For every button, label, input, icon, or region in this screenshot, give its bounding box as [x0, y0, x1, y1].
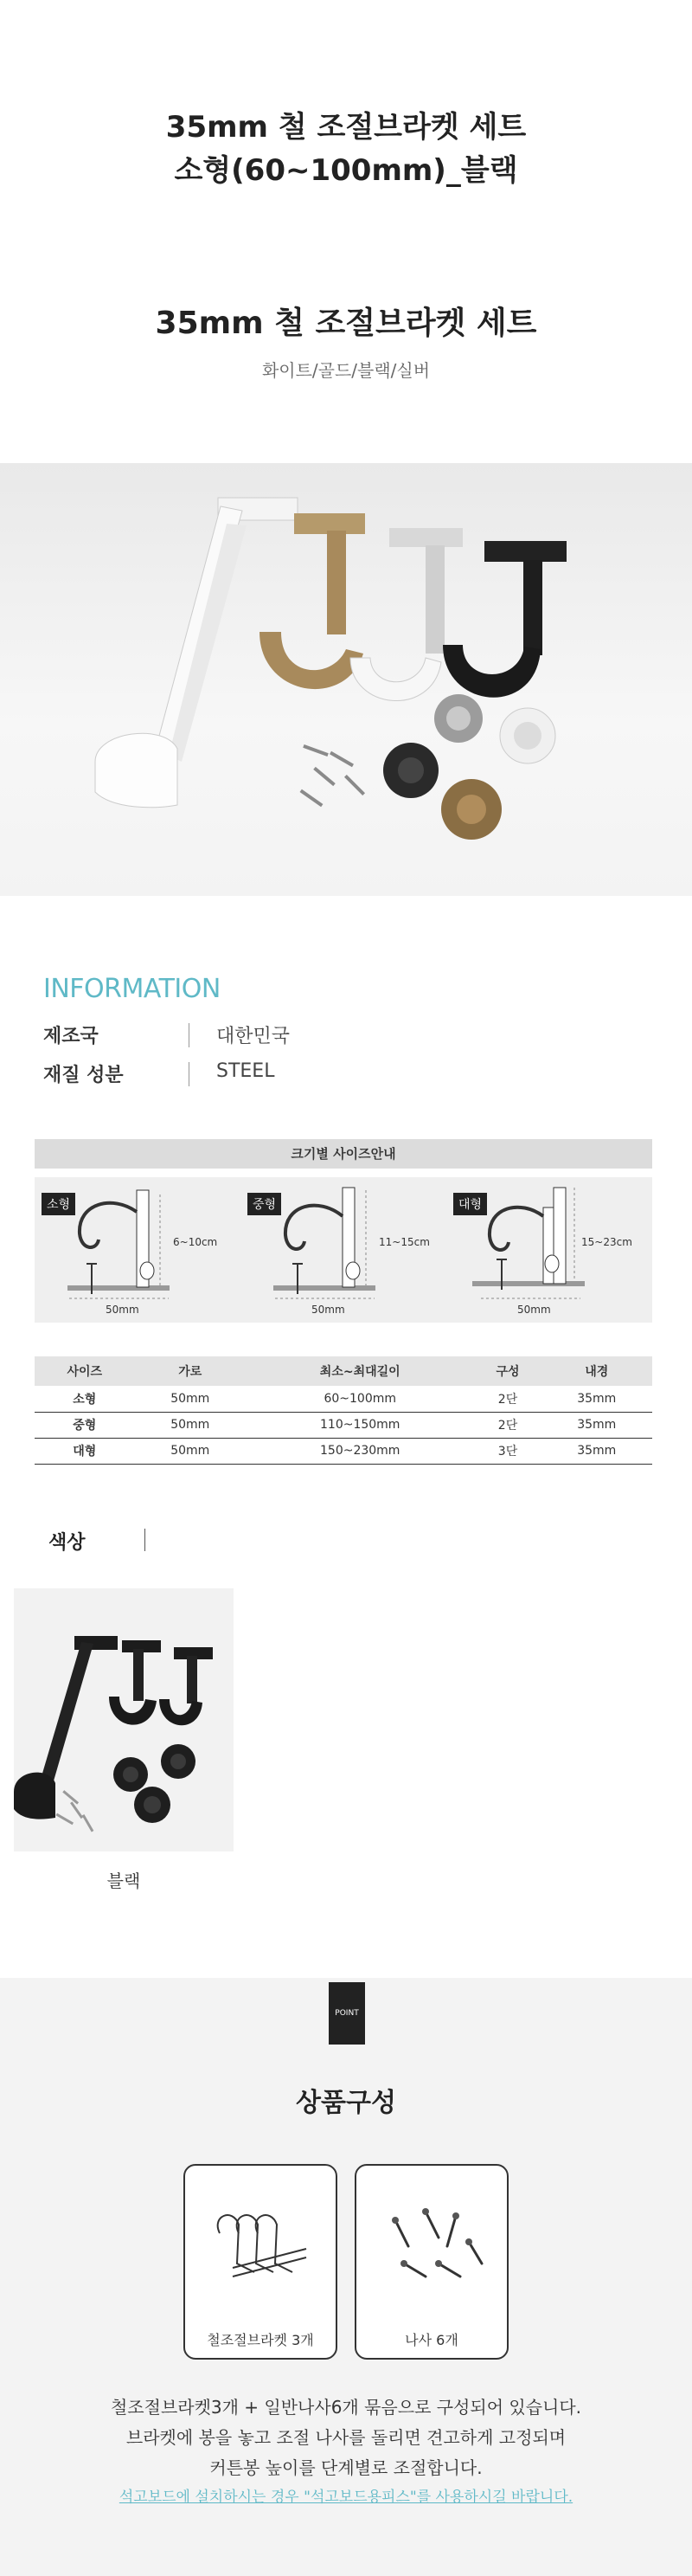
- table-cell: 150~230mm: [246, 1438, 475, 1464]
- table-cell: 50mm: [135, 1412, 246, 1438]
- table-row: [35, 1412, 652, 1438]
- info-value: 대한민국: [216, 1026, 291, 1047]
- product-title: [0, 106, 692, 192]
- brackets-outline-icon: [185, 2181, 339, 2311]
- information-heading: INFORMATION: [43, 974, 221, 1004]
- product-title-line1: 35mm 철 조절브라켓 세트: [165, 110, 527, 145]
- black-brackets-illustration: [14, 1588, 234, 1852]
- desc-line-3: 커튼봉 높이를 단계별로 조절합니다.: [209, 2457, 483, 2478]
- table-header: 내경: [541, 1356, 652, 1386]
- bracket-diagram: [240, 1177, 446, 1323]
- finials: [383, 694, 555, 840]
- size-tag: 중형: [247, 1193, 281, 1215]
- table-header: 사이즈: [35, 1356, 135, 1386]
- silver-bracket: [350, 528, 463, 701]
- color-divider: [144, 1529, 145, 1551]
- hero-product-image: [0, 463, 692, 896]
- info-key: 제조국: [43, 1026, 99, 1047]
- table-cell: 대형: [35, 1438, 135, 1464]
- dim-height: 6~10cm: [173, 1236, 218, 1248]
- color-swatch-image: [14, 1588, 234, 1852]
- component-card-brackets: [183, 2164, 337, 2360]
- dim-height: 15~23cm: [581, 1236, 632, 1248]
- bracket-diagram: [35, 1177, 240, 1323]
- gypsum-board-note-link[interactable]: [0, 2484, 692, 2506]
- size-tag: 대형: [453, 1193, 487, 1215]
- point-badge: POINT: [329, 1982, 365, 2045]
- table-cell: 35mm: [541, 1412, 652, 1438]
- card-label: 철조절브라켓 3개: [207, 2332, 314, 2348]
- color-heading: 색상: [48, 1532, 86, 1554]
- table-cell: 50mm: [135, 1386, 246, 1412]
- table-cell: 35mm: [541, 1386, 652, 1412]
- size-tag: 소형: [42, 1193, 75, 1215]
- brackets-illustration: [0, 463, 692, 896]
- dim-height: 11~15cm: [379, 1236, 430, 1248]
- size-guide-heading: 크기별 사이즈안내: [35, 1139, 652, 1169]
- table-cell: 35mm: [541, 1438, 652, 1464]
- intro-subtitle: 화이트/골드/블랙/실버: [261, 360, 431, 381]
- table-header: 최소~최대길이: [246, 1356, 475, 1386]
- gold-bracket: [260, 513, 365, 689]
- black-bracket: [443, 541, 567, 698]
- info-row-origin: [43, 1021, 649, 1056]
- desc-line-1: 철조절브라켓3개 + 일반나사6개 묶음으로 구성되어 있습니다.: [110, 2397, 582, 2418]
- dim-width: 50mm: [106, 1304, 139, 1316]
- screws: [300, 744, 365, 807]
- gypsum-board-note-text: 석고보드에 설치하시는 경우 "석고보드용피스"를 사용하시길 바랍니다.: [119, 2489, 573, 2506]
- dim-width: 50mm: [517, 1304, 551, 1316]
- table-cell: 2단: [474, 1386, 541, 1412]
- size-guide-panel: [35, 1177, 652, 1323]
- table-cell: 60~100mm: [246, 1386, 475, 1412]
- table-cell: 소형: [35, 1386, 135, 1412]
- table-cell: 110~150mm: [246, 1412, 475, 1438]
- table-header: 구성: [474, 1356, 541, 1386]
- info-row-material: [43, 1060, 649, 1095]
- screws-icon: [356, 2181, 510, 2311]
- point-title: 상품구성: [296, 2088, 396, 2118]
- size-item-medium: [240, 1177, 446, 1323]
- spec-table: [35, 1356, 652, 1465]
- table-header: 가로: [135, 1356, 246, 1386]
- card-label: 나사 6개: [405, 2332, 458, 2348]
- table-row: [35, 1438, 652, 1464]
- info-value: STEEL: [216, 1060, 275, 1082]
- component-card-screws: [355, 2164, 509, 2360]
- table-header-row: [35, 1356, 652, 1386]
- table-cell: 3단: [474, 1438, 541, 1464]
- dim-width: 50mm: [311, 1304, 345, 1316]
- table-row: [35, 1386, 652, 1412]
- bracket-diagram: [446, 1177, 652, 1323]
- table-cell: 2단: [474, 1412, 541, 1438]
- size-item-large: [446, 1177, 652, 1323]
- info-key: 재질 성분: [43, 1065, 124, 1086]
- table-cell: 50mm: [135, 1438, 246, 1464]
- color-label: 블랙: [106, 1871, 141, 1891]
- size-item-small: [35, 1177, 240, 1323]
- product-title-line2: 소형(60~100mm)_블랙: [174, 153, 518, 188]
- desc-line-2: 브라켓에 봉을 놓고 조절 나사를 돌리면 견고하게 고정되며: [125, 2427, 567, 2448]
- table-cell: 중형: [35, 1412, 135, 1438]
- intro-title: 35mm 철 조절브라켓 세트: [155, 306, 537, 341]
